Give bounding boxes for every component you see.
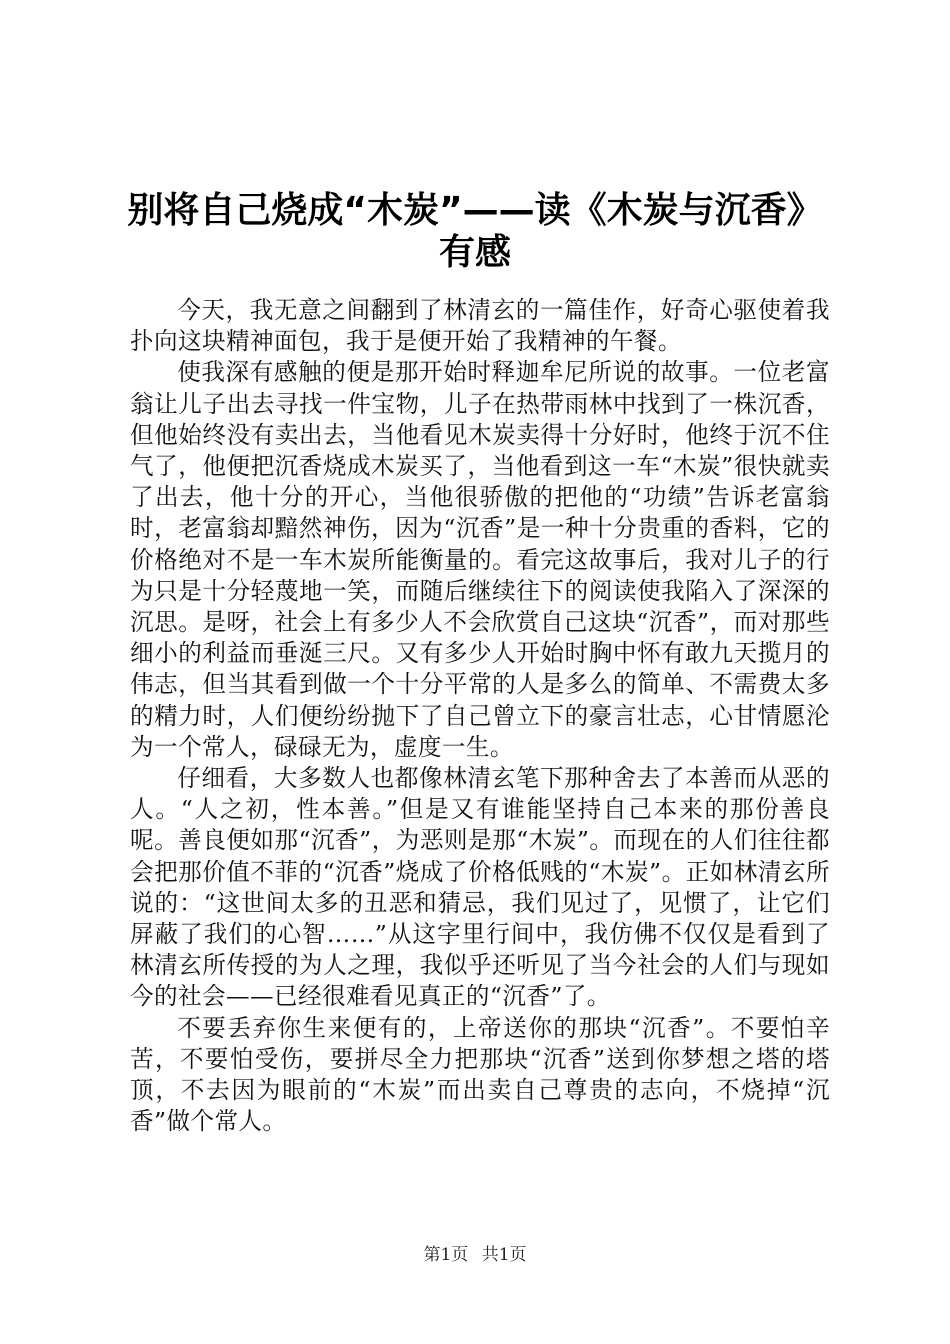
document-title-line-2: 有感 [438,232,511,273]
page-total: 共1页 [481,1245,527,1265]
document-title-line-1: 别将自己烧成“木炭”——读《木炭与沉香》 [127,190,823,231]
document-body [130,295,830,1137]
paragraph-1: 今天，我无意之间翻到了林清玄的一篇佳作，好奇心驱使着我扑向这块精神面包，我于是便开始了我精神的午餐。 [130,296,830,356]
page-footer [0,1243,950,1267]
page-number: 第1页 [423,1245,469,1265]
paragraph-4: 不要丢弃你生来便有的，上帝送你的那块“沉香”。不要怕辛苦，不要怕受伤，要拼尽全力把那块“沉香”送到你梦想之塔的塔顶，不去因为眼前的“木炭”而出卖自己尊贵的志向，不烧掉“沉香”做个常人。 [130,1013,830,1136]
paragraph-2: 使我深有感触的便是那开始时释迦牟尼所说的故事。一位老富翁让儿子出去寻找一件宝物，儿子在热带雨林中找到了一株沉香，但他始终没有卖出去，当他看见木炭卖得十分好时，他终于沉不住气了，他便把沉香烧成木炭买了，当他看到这一车“木炭”很快就卖了出去，他十分的开心，当他很骄傲的把他的“功绩”告诉老富翁时，老富翁却黯然神伤，因为“沉香”是一种十分贵重的香料，它的价格绝对不是一车木炭所能衡量的。看完这故事后，我对儿子的行为只是十分轻蔑地一笑，而随后继续往下的阅读使我陷入了深深的沉思。是呀，社会上有多少人不会欣赏自己这块“沉香”，而对那些细小的利益而垂涎三尺。又有多少人开始时胸中怀有敢九天揽月的伟志，但当其看到做一个十分平常的人是多么的简单、不需费太多的精力时，人们便纷纷抛下了自己曾立下的豪言壮志，心甘情愿沦为一个常人，碌碌无为，虚度一生。 [130,358,830,761]
paragraph-3: 仔细看，大多数人也都像林清玄笔下那种舍去了本善而从恶的人。“人之初，性本善。”但是又有谁能坚持自己本来的那份善良呢。善良便如那“沉香”，为恶则是那“木炭”。而现在的人们往往都会把那价值不菲的“沉香”烧成了价格低贱的“木炭”。正如林清玄所说的：“这世间太多的丑恶和猜忌，我们见过了，见惯了，让它们屏蔽了我们的心智……”从这字里行间中，我仿佛不仅仅是看到了林清玄所传授的为人之理，我似乎还听见了当今社会的人们与现如今的社会——已经很难看见真正的“沉香”了。 [130,764,830,1011]
